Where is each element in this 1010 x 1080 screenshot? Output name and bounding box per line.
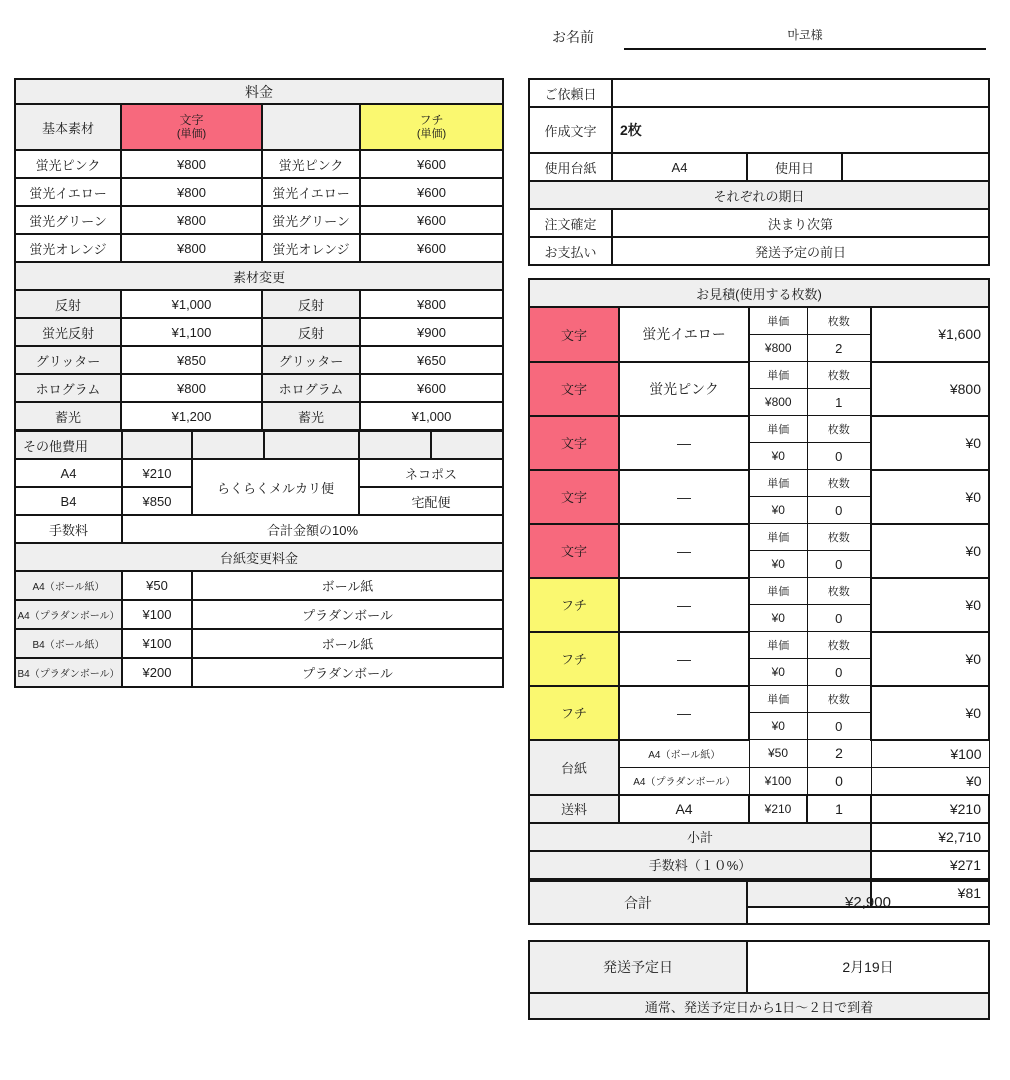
fuchi-price-value: ¥600: [360, 234, 503, 262]
col-moji-title: 文字: [179, 112, 204, 127]
fuchi-price-value: ¥600: [360, 178, 503, 206]
unit-price-header: 単価: [749, 307, 807, 335]
col-moji-unit-price: [121, 104, 262, 150]
fuchi-price-value: ¥600: [360, 206, 503, 234]
estimate-material: —: [619, 470, 749, 524]
estimate-block-row: [529, 470, 989, 497]
shipping-a4-label: A4: [15, 459, 122, 487]
estimate-material: —: [619, 416, 749, 470]
section-board-change: 台紙変更料金: [15, 543, 503, 571]
change-price-row: [15, 346, 503, 374]
price-table: [14, 78, 504, 431]
other-fees-table: [14, 430, 504, 688]
board-size-label: A4（プラダンボール）: [15, 600, 122, 629]
shipping-box: [528, 940, 990, 1020]
estimate-block-row: [529, 686, 989, 713]
estimate-material: —: [619, 632, 749, 686]
empty-cell: [431, 431, 503, 459]
count-header: 枚数: [807, 686, 871, 713]
estimate-block-row: [529, 578, 989, 605]
board-name: ボール紙: [192, 571, 503, 600]
board-size-label: A4（ボール紙）: [15, 571, 122, 600]
payment-value: 発送予定の前日: [612, 237, 989, 265]
moji-material-label: 蛍光オレンジ: [15, 234, 121, 262]
fuchi-material-label: 蛍光イエロー: [262, 178, 360, 206]
fuchi-material-label: ホログラム: [262, 374, 360, 402]
total-row-label: 手数料（１０%）: [529, 851, 871, 879]
estimate-material: 蛍光イエロー: [619, 307, 749, 362]
count-header: 枚数: [807, 470, 871, 497]
ship-note: 通常、発送予定日から1日～２日で到着: [529, 993, 989, 1019]
ship-date-label: 発送予定日: [529, 941, 747, 993]
estimate-material: —: [619, 578, 749, 632]
moji-material-label: グリッター: [15, 346, 121, 374]
estimate-line-total: ¥0: [871, 524, 989, 578]
estimate-type-label: 文字: [529, 470, 619, 524]
unit-price-value: ¥0: [749, 713, 807, 740]
change-price-row: [15, 402, 503, 430]
unit-price-value: ¥0: [749, 551, 807, 578]
estimate-block-row: [529, 632, 989, 659]
estimate-line-total: ¥0: [871, 686, 989, 740]
board-name: プラダンボール: [192, 600, 503, 629]
estimate-total-row: [529, 851, 989, 879]
estimate-type-label: フチ: [529, 632, 619, 686]
other-fees-title: その他費用: [15, 431, 122, 459]
name-input-line[interactable]: [624, 24, 986, 50]
unit-price-value: ¥800: [749, 335, 807, 362]
fuchi-price-value: ¥900: [360, 318, 503, 346]
unit-price-header: 単価: [749, 470, 807, 497]
estimate-line-total: ¥0: [871, 416, 989, 470]
fuchi-material-label: 蓄光: [262, 402, 360, 430]
takuhai-label: 宅配便: [359, 487, 503, 515]
empty-cell: [264, 431, 359, 459]
count-value: 2: [807, 335, 871, 362]
count-value: 1: [807, 795, 871, 823]
fuchi-price-value: ¥1,000: [360, 402, 503, 430]
estimate-type-label: 文字: [529, 362, 619, 416]
count-header: 枚数: [807, 307, 871, 335]
paper-value: A4: [612, 153, 747, 181]
count-value: 0: [807, 605, 871, 632]
moji-price-value: ¥800: [121, 178, 262, 206]
shipping-a4-price: ¥210: [122, 459, 192, 487]
count-value: 2: [807, 740, 871, 768]
unit-price-value: ¥100: [749, 767, 807, 795]
estimate-material: —: [619, 524, 749, 578]
moji-material-label: 蛍光グリーン: [15, 206, 121, 234]
fuchi-material-label: 蛍光グリーン: [262, 206, 360, 234]
estimate-type-label: フチ: [529, 686, 619, 740]
fuchi-material-label: 反射: [262, 318, 360, 346]
moji-price-value: ¥800: [121, 374, 262, 402]
estimate-block-row: [529, 524, 989, 551]
fuchi-price-value: ¥600: [360, 374, 503, 402]
board-price-value: ¥100: [122, 629, 192, 658]
basic-price-row: [15, 234, 503, 262]
request-date-value[interactable]: [612, 79, 989, 107]
estimate-line-total: ¥0: [871, 578, 989, 632]
estimate-type-label: フチ: [529, 578, 619, 632]
board-change-row: [15, 658, 503, 687]
change-price-row: [15, 374, 503, 402]
unit-price-header: 単価: [749, 632, 807, 659]
estimate-material: 蛍光ピンク: [619, 362, 749, 416]
grand-total-label: 合計: [529, 881, 747, 924]
moji-material-label: 蓄光: [15, 402, 121, 430]
count-header: 枚数: [807, 362, 871, 389]
col-moji-sub: (単価): [176, 127, 207, 140]
basic-price-rows: [15, 150, 503, 262]
ship-date-value: 2月19日: [747, 941, 989, 993]
estimate-block-row: [529, 307, 989, 335]
deadline-banner: それぞれの期日: [529, 181, 989, 209]
col-basic-material: 基本素材: [15, 104, 121, 150]
count-value: 0: [807, 659, 871, 686]
moji-price-value: ¥800: [121, 234, 262, 262]
col-spacer: [262, 104, 360, 150]
count-header: 枚数: [807, 416, 871, 443]
total-row-value: ¥2,710: [871, 823, 989, 851]
estimate-block-row: [529, 362, 989, 389]
estimate-type-label: 文字: [529, 416, 619, 470]
board-price-value: ¥200: [122, 658, 192, 687]
use-day-label: 使用日: [747, 153, 842, 181]
col-fuchi-sub: (単価): [416, 127, 447, 140]
estimate-total-row: [529, 823, 989, 851]
unit-price-header: 単価: [749, 686, 807, 713]
shipping-b4-label: B4: [15, 487, 122, 515]
order-confirm-label: 注文確定: [529, 209, 612, 237]
board-size-label: B4（ボール紙）: [15, 629, 122, 658]
board-change-row: [15, 571, 503, 600]
order-confirm-value: 決まり次第: [612, 209, 989, 237]
moji-price-value: ¥1,000: [121, 290, 262, 318]
count-value: 0: [807, 443, 871, 470]
unit-price-value: ¥0: [749, 659, 807, 686]
board-name: ボール紙: [192, 629, 503, 658]
order-form-table: [528, 78, 990, 266]
moji-material-label: 蛍光反射: [15, 318, 121, 346]
moji-price-value: ¥1,200: [121, 402, 262, 430]
total-row-value: ¥271: [871, 851, 989, 879]
count-header: 枚数: [807, 524, 871, 551]
grand-total-value: ¥2,900: [747, 881, 989, 924]
request-date-label: ご依頼日: [529, 79, 612, 107]
unit-price-value: ¥800: [749, 389, 807, 416]
count-header: 枚数: [807, 578, 871, 605]
fuchi-material-label: 蛍光オレンジ: [262, 234, 360, 262]
estimate-board-label: 台紙: [529, 740, 619, 795]
estimate-type-label: 文字: [529, 307, 619, 362]
fuchi-price-value: ¥800: [360, 290, 503, 318]
basic-price-row: [15, 178, 503, 206]
board-price-value: ¥50: [122, 571, 192, 600]
estimate-line-total: ¥0: [871, 767, 989, 795]
count-value: 0: [807, 497, 871, 524]
fuchi-material-label: グリッター: [262, 346, 360, 374]
fuchi-price-value: ¥600: [360, 150, 503, 178]
moji-price-value: ¥1,100: [121, 318, 262, 346]
board-price-value: ¥100: [122, 600, 192, 629]
unit-price-header: 単価: [749, 578, 807, 605]
basic-price-row: [15, 150, 503, 178]
col-fuchi-unit-price: [360, 104, 503, 150]
count-value: 1: [807, 389, 871, 416]
create-chars-label: 作成文字: [529, 107, 612, 153]
unit-price-value: ¥50: [749, 740, 807, 768]
board-change-rows: [15, 571, 503, 687]
name-label: お名前: [552, 29, 594, 45]
board-change-row: [15, 629, 503, 658]
basic-price-row: [15, 206, 503, 234]
payment-label: お支払い: [529, 237, 612, 265]
grand-total-box: [528, 880, 990, 925]
moji-material-label: ホログラム: [15, 374, 121, 402]
estimate-line-total: ¥0: [871, 470, 989, 524]
fuchi-material-label: 反射: [262, 290, 360, 318]
board-material: A4（ボール紙）: [619, 740, 749, 768]
estimate-line-total: ¥100: [871, 740, 989, 768]
fee-label: 手数料: [15, 515, 122, 543]
estimate-blocks: [529, 307, 989, 740]
unit-price-header: 単価: [749, 362, 807, 389]
col-fuchi-title: フチ: [419, 112, 444, 127]
shipping-b4-price: ¥850: [122, 487, 192, 515]
fee-value: 合計金額の10%: [122, 515, 503, 543]
moji-price-value: ¥800: [121, 206, 262, 234]
customer-name: 마코様: [787, 28, 823, 42]
board-change-row: [15, 600, 503, 629]
total-row-value: ¥81: [871, 879, 989, 907]
change-price-row: [15, 290, 503, 318]
board-size-label: B4（プラダンボール）: [15, 658, 122, 687]
count-value: 0: [807, 713, 871, 740]
estimate-shipping-label: 送料: [529, 795, 619, 823]
price-table-title: 料金: [15, 79, 503, 104]
count-value: 0: [807, 767, 871, 795]
unit-price-value: ¥210: [749, 795, 807, 823]
unit-price-value: ¥0: [749, 605, 807, 632]
paper-label: 使用台紙: [529, 153, 612, 181]
change-price-rows: [15, 290, 503, 430]
estimate-line-total: ¥0: [871, 632, 989, 686]
moji-material-label: 蛍光イエロー: [15, 178, 121, 206]
unit-price-value: ¥0: [749, 443, 807, 470]
moji-price-value: ¥800: [121, 150, 262, 178]
fuchi-price-value: ¥650: [360, 346, 503, 374]
nekopos-label: ネコポス: [359, 459, 503, 487]
board-name: プラダンボール: [192, 658, 503, 687]
create-chars-value: 2枚: [612, 107, 989, 153]
count-header: 枚数: [807, 632, 871, 659]
estimate-table: [528, 278, 990, 908]
empty-cell: [192, 431, 264, 459]
moji-material-label: 反射: [15, 290, 121, 318]
estimate-type-label: 文字: [529, 524, 619, 578]
unit-price-header: 単価: [749, 524, 807, 551]
empty-cell: [122, 431, 192, 459]
empty-cell: [359, 431, 431, 459]
shipping-material: A4: [619, 795, 749, 823]
estimate-line-total: ¥1,600: [871, 307, 989, 362]
section-material-change: 素材変更: [15, 262, 503, 290]
unit-price-value: ¥0: [749, 497, 807, 524]
board-material: A4（プラダンボール）: [619, 767, 749, 795]
moji-material-label: 蛍光ピンク: [15, 150, 121, 178]
estimate-material: —: [619, 686, 749, 740]
total-row-label: 小計: [529, 823, 871, 851]
change-price-row: [15, 318, 503, 346]
estimate-line-total: ¥210: [871, 795, 989, 823]
estimate-title: お見積(使用する枚数): [529, 279, 989, 307]
fuchi-material-label: 蛍光ピンク: [262, 150, 360, 178]
unit-price-header: 単価: [749, 416, 807, 443]
estimate-line-total: ¥800: [871, 362, 989, 416]
estimate-block-row: [529, 416, 989, 443]
use-day-value[interactable]: [842, 153, 989, 181]
moji-price-value: ¥850: [121, 346, 262, 374]
delivery-service-label: らくらくメルカリ便: [192, 459, 359, 515]
count-value: 0: [807, 551, 871, 578]
